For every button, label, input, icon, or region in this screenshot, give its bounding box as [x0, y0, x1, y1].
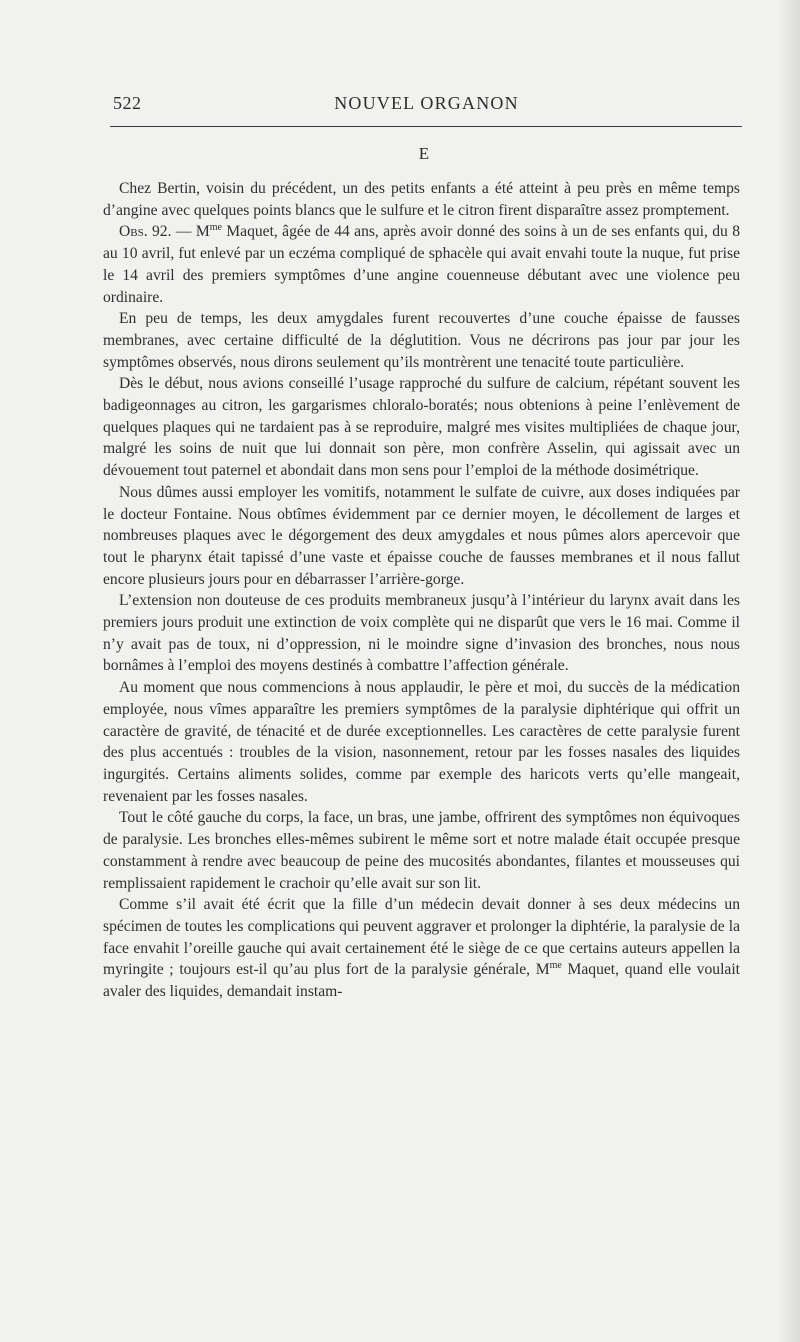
title-m: M — [535, 961, 550, 979]
header-rule — [110, 126, 742, 127]
running-title: NOUVEL ORGANON — [334, 93, 519, 113]
page-header — [113, 93, 740, 121]
paragraph: Tout le côté gauche du corps, la face, un bras, une jambe, offrirent des symptômes non équivoques de paralysie. Les bronches elles-mêmes subirent le même sort et notre malade était occupée presque constamment à rendre avec beaucoup de peine des mucosités abondantes, filantes et mousseuses qui remplissaient rapidement le crachoir qu’elle avait sur son lit. — [103, 809, 740, 892]
paragraph-text: Comme s’il avait été écrit que la fille d’un médecin devait donner à ses deux médecins un spécimen de toutes les complications qui peuvent aggraver et prolonger la diphtérie, la paralysie de la face envahit l’oreille gauche qui avait certainement été le siège de ce que certains auteurs appellen la myringite ; toujours est-il qu’au plus fort de la paralysie générale, — [103, 896, 740, 979]
observation-label: Obs. — [119, 223, 148, 241]
paragraph: Au moment que nous commencions à nous applaudir, le père et moi, du succès de la médication employée, nous vîmes apparaître les premiers symptômes de la paralysie diphtérique qui offrit un caractère de gravité, de ténacité et de durée exceptionnelles. Les caractères de cette paralysie furent des plus accentués : troubles de la vision, nasonnement, retour par les fosses nasales des liquides ingurgités. Certains aliments solides, comme par exemple des haricots verts qu’elle mangeait, revenaient par les fosses nasales. — [103, 679, 740, 805]
paragraph: L’extension non douteuse de ces produits membraneux jusqu’à l’intérieur du larynx avait dans les premiers jours produit une extinction de voix complète qui ne disparût que vers le 16 mai. Comme il n’y avait pas de toux, ni d’oppression, ni le moindre signe d’invasion des bronches, nous nous bornâmes à l’emploi des moyens destinés à combattre l’affection générale. — [103, 592, 740, 675]
observation-number: 92. — — [152, 223, 196, 241]
paragraph-observation-92 — [103, 221, 740, 308]
page-edge-shadow — [778, 0, 800, 1342]
paragraph: Dès le début, nous avions conseillé l’usage rapproché du sulfure de calcium, répétant souvent les badigeonnages au citron, les gargarismes chloralo-boratés; nous obtenions à peine l’enlèvement de quelques plaques qui ne tardaient pas à se reproduire, malgré mes visites multipliées de chaque jour, malgré les soins de nuit que lui donnait son père, mon confrère Asselin, qui agissait avec un dévouement tout paternel et abondait dans mon sens pour l’emploi de la méthode dosimétrique. — [103, 375, 740, 480]
title-m: M — [195, 223, 210, 241]
paragraph: En peu de temps, les deux amygdales furent recouvertes d’une couche épaisse de fausses membranes, avec certaine difficulté de la déglutition. Vous ne décrirons pas jour par jour les symptômes observés, nous dirons seulement qu’ils montrèrent une tenacité toute particulière. — [103, 310, 740, 371]
paragraph-last — [103, 894, 740, 1003]
section-letter: E — [418, 144, 430, 163]
title-superscript: me — [209, 222, 222, 234]
title-superscript: me — [549, 960, 562, 972]
paragraph-text: Maquet, quand elle voulait avaler des liquides, demandait instam- — [103, 961, 740, 1001]
body-text — [103, 178, 740, 1003]
paragraph: Chez Bertin, voisin du précédent, un des petits enfants a été atteint à peu près en même temps d’angine avec quelques points blancs que le sulfure et le citron firent disparaître assez promptement. — [103, 180, 740, 219]
paragraph-text: Maquet, âgée de 44 ans, après avoir donné des soins à un de ses enfants qui, du 8 au 10 avril, fut enlevé par un eczéma compliqué de sphacèle qui avait envahi toute la nuque, fut prise le 14 avril des premiers symptômes d’une angine couenneuse débutant avec une violence peu ordinaire. — [103, 223, 741, 306]
paragraph: Nous dûmes aussi employer les vomitifs, notamment le sulfate de cuivre, aux doses indiquées par le docteur Fontaine. Nous obtîmes évidemment par ce dernier moyen, le décollement de larges et nombreuses plaques avec le dégorgement des deux amygdales et nous pûmes alors apercevoir que tout le pharynx était tapissé d’une vaste et épaisse couche de fausses membranes et il nous fallut encore plusieurs jours pour en débarrasser l’arrière-gorge. — [103, 483, 740, 588]
page-number: 522 — [113, 93, 142, 113]
